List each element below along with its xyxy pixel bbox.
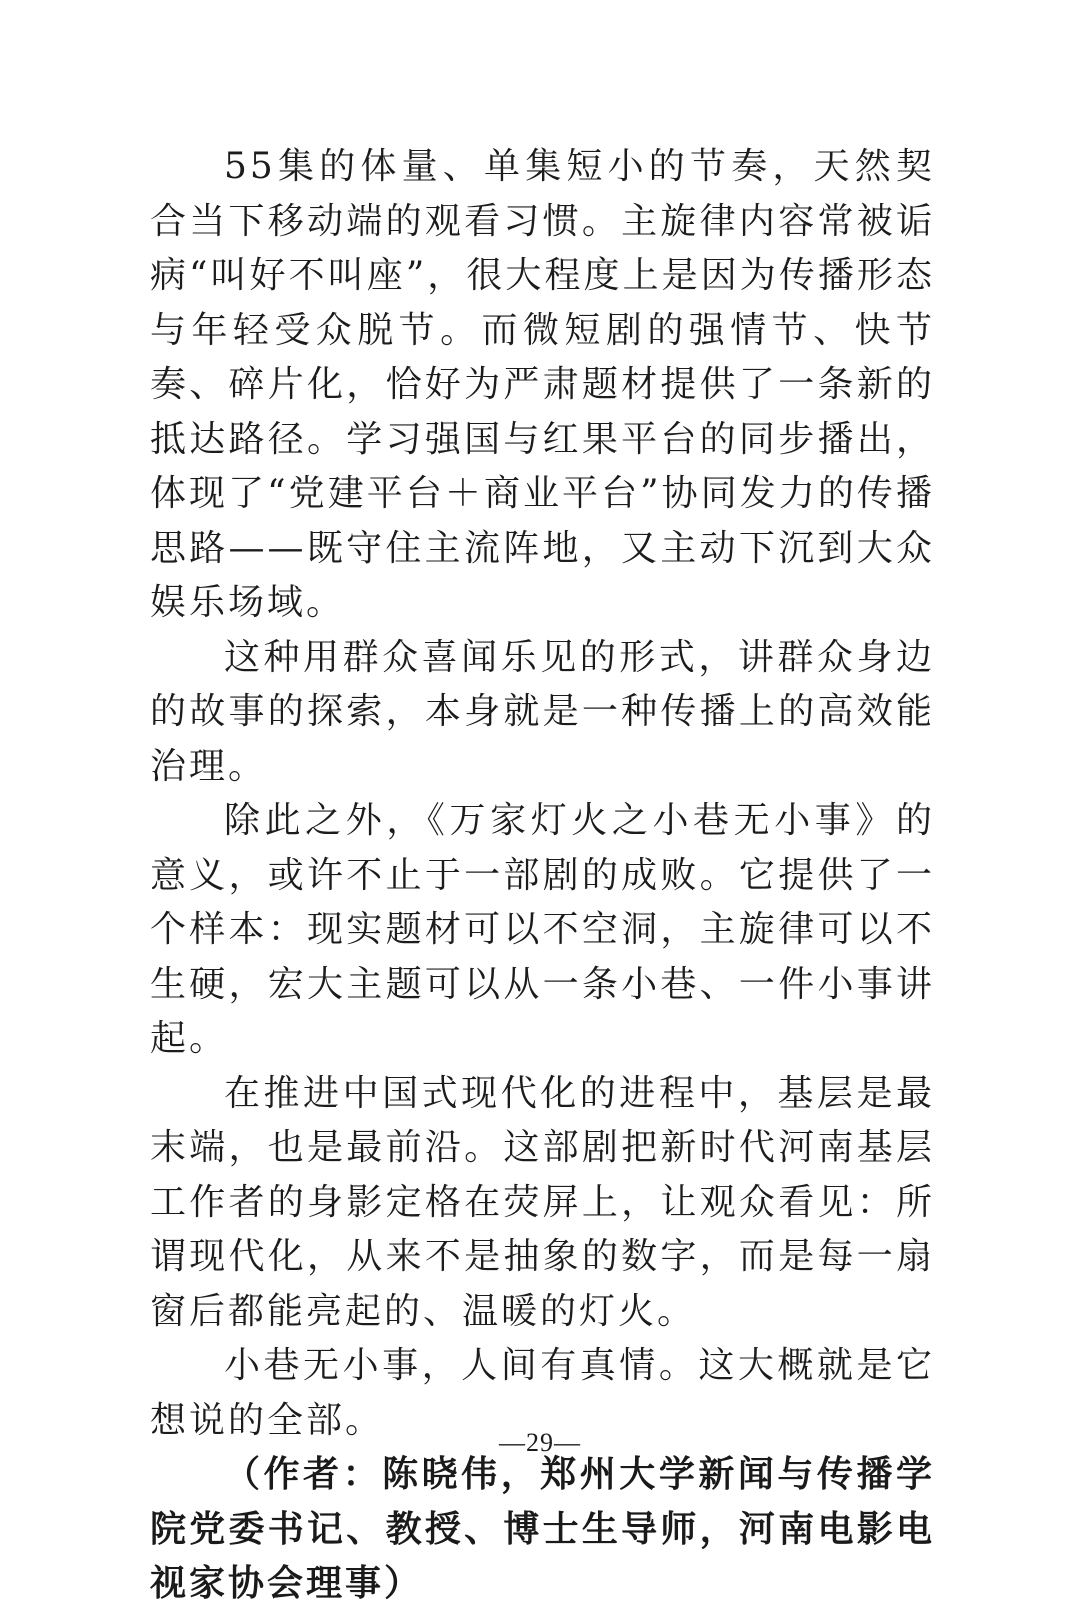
page-number: —29— [499,1428,581,1457]
paragraph: 55集的体量、单集短小的节奏，天然契合当下移动端的观看习惯。主旋律内容常被诟病“叫好不叫座”，很大程度上是因为传播形态与年轻受众脱节。而微短剧的强情节、快节奏、碎片化，恰好为严肃题材提供了一条新的抵达路径。学习强国与红果平台的同步播出，体现了“党建平台＋商业平台”协同发力的传播思路——既守住主流阵地，又主动下沉到大众娱乐场域。 [150,146,935,623]
paragraph: 在推进中国式现代化的进程中，基层是最末端，也是最前沿。这部剧把新时代河南基层工作者的身影定格在荧屏上，让观众看见：所谓现代化，从来不是抽象的数字，而是每一扇窗后都能亮起的、温暖的灯火。 [150,1072,935,1332]
article-body [150,140,935,1612]
paragraph: 小巷无小事，人间有真情。这大概就是它想说的全部。 [150,1345,935,1441]
author-note: （作者：陈晓伟，郑州大学新闻与传播学院党委书记、教授、博士生导师，河南电影电视家协会理事） [150,1454,935,1604]
paragraph: 这种用群众喜闻乐见的形式，讲群众身边的故事的探索，本身就是一种传播上的高效能治理。 [150,636,935,787]
paragraph: 除此之外，《万家灯火之小巷无小事》的意义，或许不止于一部剧的成败。它提供了一个样本：现实题材可以不空洞，主旋律可以不生硬，宏大主题可以从一条小巷、一件小事讲起。 [150,800,935,1059]
